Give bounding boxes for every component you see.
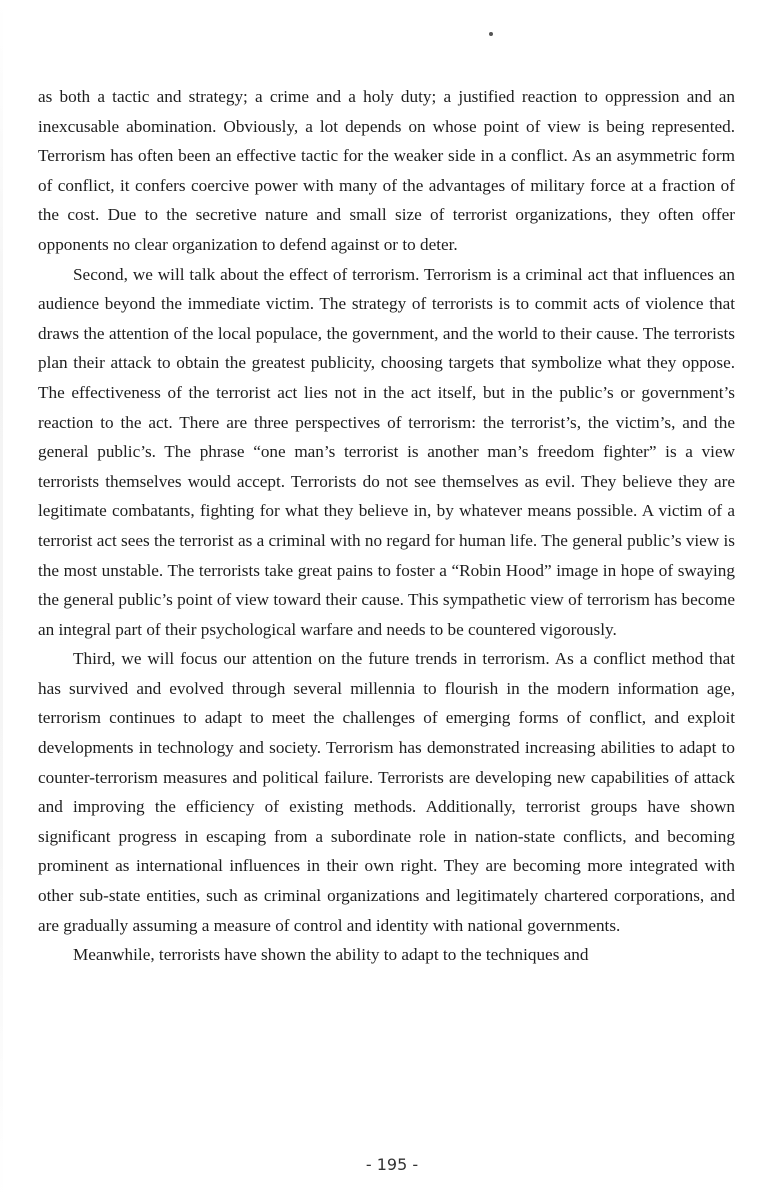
paragraph-meanwhile: Meanwhile, terrorists have shown the ability to adapt to the techniques and: [73, 945, 589, 965]
page-edge-shadow: [0, 0, 3, 1204]
paragraph-future-trends: Third, we will focus our attention on the future trends in terrorism. As a conflict method that has survived and evolved through several millennia to flourish in the modern information age, terrorism continues to adapt to meet the challenges of emerging forms of conflict, and exploit developments in technology and society. Terrorism has demonstrated increasing abilities to adapt to counter-terrorism measures and political failure. Terrorists are developing new capabilities of attack and improving the efficiency of existing methods. Additionally, terrorist groups have shown significant progress in escaping from a subordinate role in nation-state conflicts, and becoming prominent as international influences in their own right. They are becoming more integrated with other sub-state entities, such as criminal organizations and legitimately chartered corporations, and are gradually assuming a measure of control and identity with national governments.: [38, 649, 735, 935]
paragraph-effect-of-terrorism: Second, we will talk about the effect of terrorism. Terrorism is a criminal act that influences an audience beyond the immediate victim. The strategy of terrorists is to commit acts of violence that draws the attention of the local populace, the government, and the world to their cause. The terrorists plan their attack to obtain the greatest publicity, choosing targets that symbolize what they oppose. The effectiveness of the terrorist act lies not in the act itself, but in the public’s or government’s reaction to the act. There are three perspectives of terrorism: the terrorist’s, the victim’s, and the general public’s. The phrase “one man’s terrorist is another man’s freedom fighter” is a view terrorists themselves would accept. Terrorists do not see themselves as evil. They believe they are legitimate combatants, fighting for what they believe in, by whatever means possible. A victim of a terrorist act sees the terrorist as a criminal with no regard for human life. The general public’s view is the most unstable. The terrorists take great pains to foster a “Robin Hood” image in hope of swaying the general public’s point of view toward their cause. This sympathetic view of terrorism has become an integral part of their psychological warfare and needs to be countered vigorously.: [38, 264, 735, 639]
document-body: [38, 82, 735, 970]
page-number: - 195 -: [365, 1155, 419, 1174]
ink-dot: [489, 32, 493, 36]
paragraph-continuation: as both a tactic and strategy; a crime and a holy duty; a justified reaction to oppression and an inexcusable abomination. Obviously, a lot depends on whose point of view is being represented. Terrorism has often been an effective tactic for the weaker side in a conflict. As an asymmetric form of conflict, it confers coercive power with many of the advantages of military force at a fraction of the cost. Due to the secretive nature and small size of terrorist organizations, they often offer opponents no clear organization to defend against or to deter.: [38, 87, 735, 254]
